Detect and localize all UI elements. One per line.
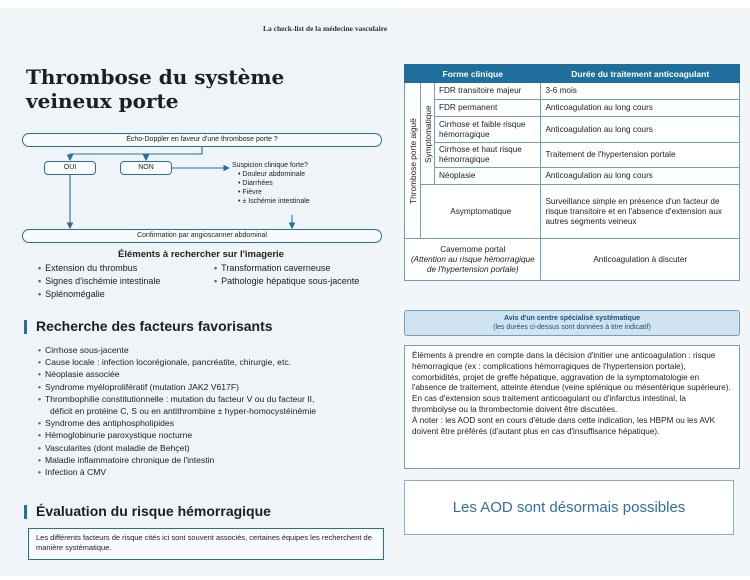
page-title xyxy=(26,65,284,113)
row-duration: 3-6 mois xyxy=(541,83,740,100)
cavernoma-note: (Attention au risque hémorragique de l'hypertension portale) xyxy=(410,254,535,274)
connector-question-non xyxy=(146,154,202,160)
imaging-item: • Signes d'ischémie intestinale xyxy=(38,276,161,286)
factor-item: • Vascularites (dont maladie de Behçet) xyxy=(38,442,190,453)
flow-non: NON xyxy=(120,161,172,175)
imaging-col2 xyxy=(214,262,359,288)
info-p2: En cas d'extension sous traitement anticoagulant ou d'infarctus intestinal, la thrombolyse ou la thrombectomie doivent être discutées. xyxy=(412,394,686,414)
factor-item: • Hémoglobinurie paroxystique nocturne xyxy=(38,430,193,441)
row-form-cavernoma: Cavernome portal (Attention au risque hémorragique de l'hypertension portale) xyxy=(405,239,541,281)
row-duration: Anticoagulation au long cours xyxy=(541,100,740,117)
flow-suspicion-list xyxy=(232,170,310,206)
row-duration: Anticoagulation au long cours xyxy=(541,117,740,143)
imaging-item: • Pathologie hépatique sous-jacente xyxy=(214,276,360,286)
factor-item: • Infection à CMV xyxy=(38,467,107,478)
specialist-alert xyxy=(404,310,740,336)
table-header-form: Forme clinique xyxy=(405,65,541,83)
imaging-item: • Extension du thrombus xyxy=(38,263,138,273)
page-title-line1: Thrombose du système xyxy=(26,65,285,89)
flow-suspicion-title: Suspicion clinique forte? xyxy=(232,162,308,169)
factor-item: • Thrombophilie constitutionnelle : mutation du facteur V ou du facteur II, xyxy=(38,393,315,404)
bullet-icon: • xyxy=(38,276,42,286)
row-duration-cavernoma: Anticoagulation à discuter xyxy=(541,239,740,281)
row-form: Néoplasie xyxy=(435,168,541,185)
factors-list xyxy=(38,344,316,478)
bleeding-heading: Évaluation du risque hémorragique xyxy=(28,503,271,519)
table-row xyxy=(405,83,740,100)
page-title-line2: veineux porte xyxy=(26,89,179,113)
flow-suspicion-item: • Douleur abdominale xyxy=(238,170,310,179)
running-head: La check-list de la médecine vasculaire xyxy=(263,24,388,33)
bullet-icon: • xyxy=(38,467,42,478)
bullet-icon: • xyxy=(38,263,42,273)
table-header-duration: Durée du traitement anticoagulant xyxy=(541,65,740,83)
factor-item: • Syndrome des antiphospholipides xyxy=(38,418,175,429)
alert-line1: Avis d'un centre spécialisé systématique xyxy=(503,315,641,322)
table-row xyxy=(405,117,740,143)
table-row xyxy=(405,100,740,117)
row-form: FDR permanent xyxy=(435,100,541,117)
bullet-icon: • xyxy=(38,357,42,368)
bullet-icon: • xyxy=(38,369,42,380)
alert-line2: (les durées ci-dessus sont données à titre indicatif) xyxy=(493,324,651,331)
factor-item: • Maladie inflammatoire chronique de l'intestin xyxy=(38,454,215,465)
diagnostic-flowchart xyxy=(22,133,382,245)
info-p3: À noter : les AOD sont en cours d'étude dans cette indication, les HBPM ou les AVK doivent être préférés (d'autant plus en cas d'insuffisance hépatique). xyxy=(412,415,716,436)
bullet-icon: • xyxy=(38,454,42,465)
table-header-row xyxy=(405,65,740,83)
info-box xyxy=(404,345,740,469)
flow-oui: OUI xyxy=(44,161,96,175)
factor-item-continuation: déficit en protéine C, S ou en antithrombine ± hyper-homocystéinémie xyxy=(50,406,317,417)
factor-item: • Cause locale : infection locorégionale, pancréatite, chirurgie, etc. xyxy=(38,357,292,368)
imaging-title: Éléments à rechercher sur l'imagerie xyxy=(118,249,284,260)
bullet-icon: • xyxy=(38,430,42,441)
bleeding-note: Les différents facteurs de risque cités ici sont souvent associés, certaines équipes les recherchent de manière systématique. xyxy=(28,528,384,560)
bullet-icon: • xyxy=(214,263,218,273)
bullet-icon: • xyxy=(214,276,218,286)
row-form-asymptomatic: Asymptomatique xyxy=(421,185,541,239)
table-row xyxy=(405,168,740,185)
bullet-icon: • xyxy=(38,381,42,392)
group-symptomatic: Symptomatique xyxy=(421,83,435,185)
bullet-icon: • xyxy=(38,393,42,404)
table-row xyxy=(405,185,740,239)
flow-question: Écho-Doppler en faveur d'une thrombose porte ? xyxy=(22,133,382,147)
bullet-icon: • xyxy=(38,345,42,355)
row-form: Cirrhose et faible risque hémorragique xyxy=(435,117,541,143)
factors-heading: Recherche des facteurs favorisants xyxy=(28,318,273,334)
flow-suspicion xyxy=(232,161,310,206)
row-form: Cirrhose et haut risque hémorragique xyxy=(435,143,541,168)
row-duration-asymptomatic: Surveillance simple en présence d'un facteur de risque transitoire et en l'absence d'extension aux autres segments veineux xyxy=(541,185,740,239)
imaging-item: • Splénomégalie xyxy=(38,289,105,299)
treatment-table xyxy=(404,64,740,281)
info-p1: Éléments à prendre en compte dans la décision d'initier une anticoagulation : risque hémorragique (ex : complications hémorragiques de l'hypertension portale), comorbidités, projet de greffe hépatique, aggravation de la symptomatologie en l'absence de traitement, atteinte étendue (veine splénique ou mésentérique supérieure). xyxy=(412,351,731,393)
flow-suspicion-item: • Fièvre xyxy=(238,188,310,197)
table-row xyxy=(405,143,740,168)
factor-item: • Syndrome myéloprolifératif (mutation JAK2 V617F) xyxy=(38,381,239,392)
row-duration: Anticoagulation au long cours xyxy=(541,168,740,185)
imaging-item: • Transformation caverneuse xyxy=(214,263,331,273)
imaging-col1 xyxy=(38,262,160,301)
row-duration: Traitement de l'hypertension portale xyxy=(541,143,740,168)
table-row xyxy=(405,239,740,281)
row-form: FDR transitoire majeur xyxy=(435,83,541,100)
flow-suspicion-item: • Diarrhées xyxy=(238,179,310,188)
flow-suspicion-item: • ± Ischémie intestinale xyxy=(238,197,310,206)
bullet-icon: • xyxy=(38,289,42,299)
factor-item: • Cirrhose sous-jacente xyxy=(38,345,129,355)
bullet-icon: • xyxy=(38,442,42,453)
aod-callout: Les AOD sont désormais possibles xyxy=(404,480,734,535)
group-acute: Thrombose porte aiguë xyxy=(405,83,421,239)
factor-item: • Néoplasie associée xyxy=(38,369,120,380)
flow-confirmation: Confirmation par angioscanner abdominal xyxy=(22,229,382,243)
bullet-icon: • xyxy=(38,418,42,429)
